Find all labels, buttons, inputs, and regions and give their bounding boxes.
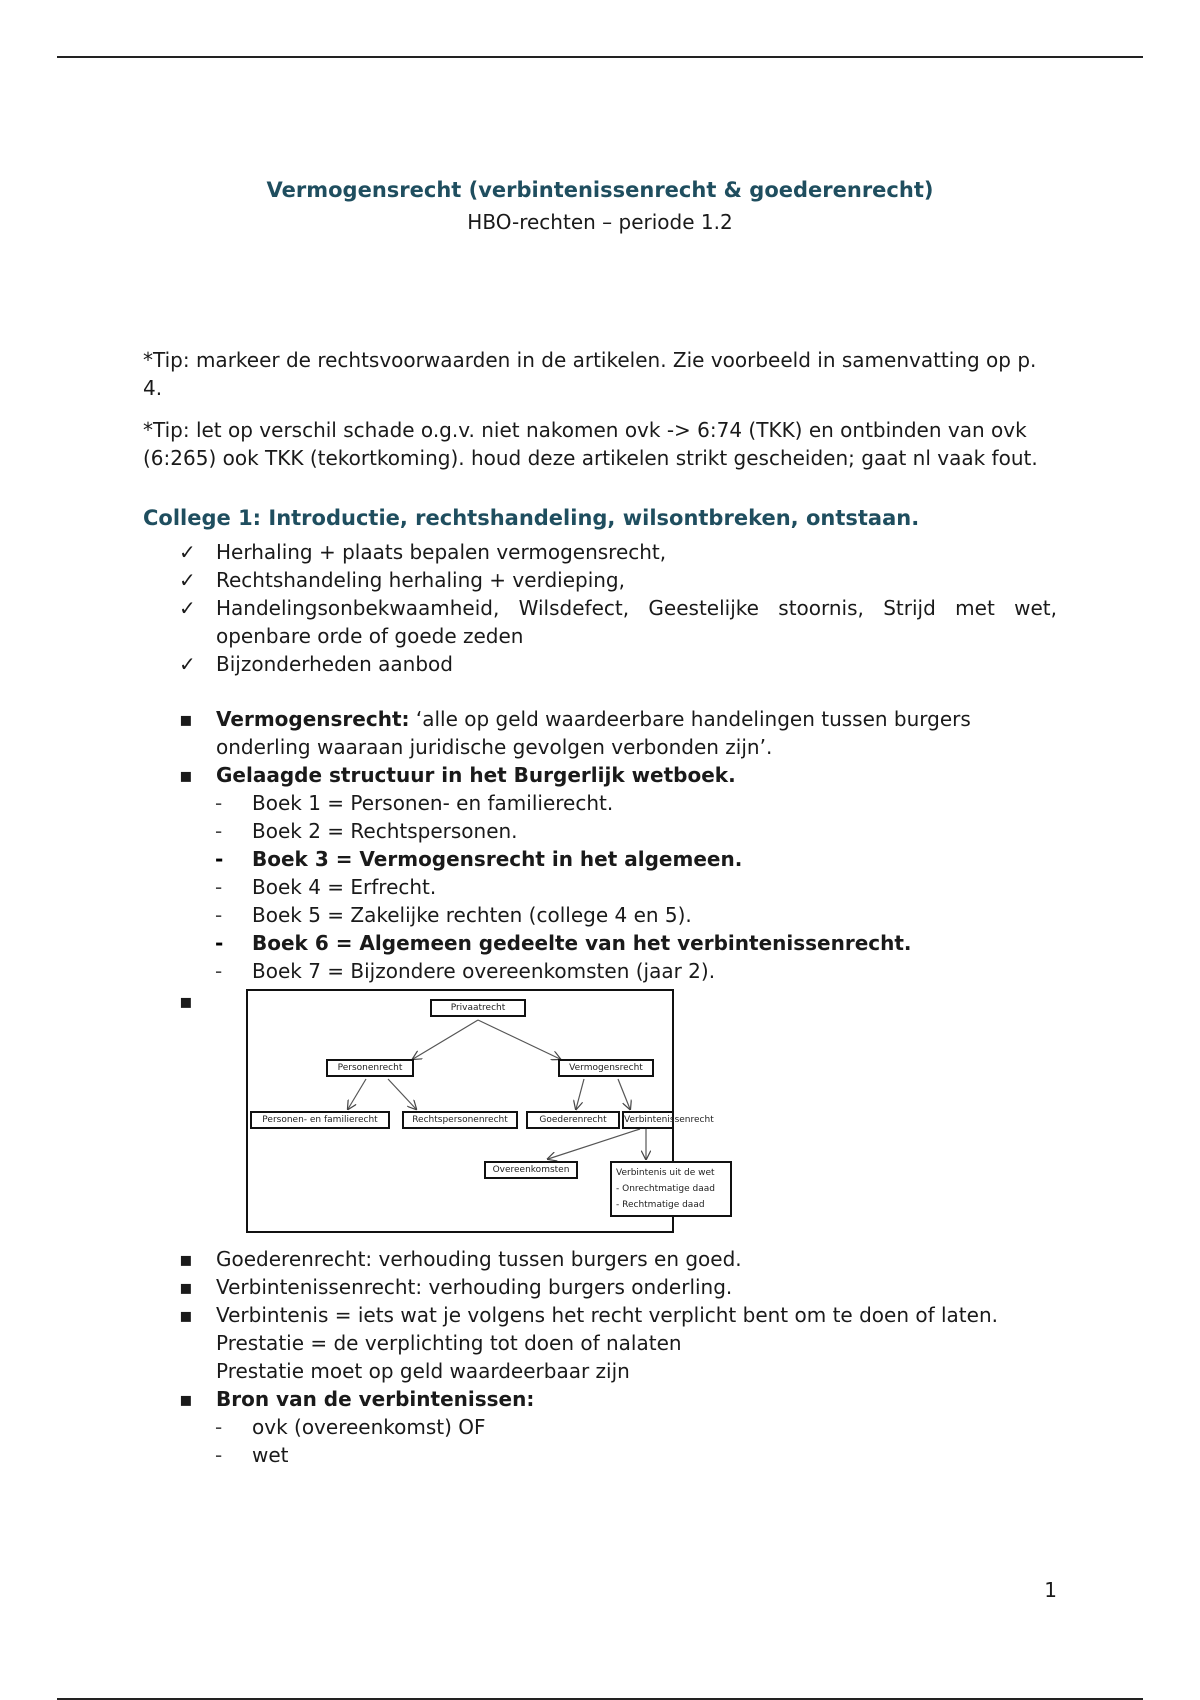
bullet-goederenrecht: ▪ Goederenrecht: verhouding tussen burgers en goed. [179,1247,742,1271]
boek-item: - Boek 3 = Vermogensrecht in het algemeen. [215,847,743,871]
dash-bullet-icon: - [215,1415,223,1439]
page-number: 1 [1044,1578,1057,1602]
connector-line [548,1129,640,1159]
diagram-row [143,989,1057,1245]
bron-item: - ovk (overeenkomst) OF [215,1415,486,1439]
diagram-node-verbintenissenrecht: Verbintenissenrecht [622,1111,674,1129]
connector-line [413,1020,478,1059]
square-bullet-icon: ▪ [179,707,193,731]
boek-item: - Boek 4 = Erfrecht. [215,875,437,899]
boek-item: - Boek 7 = Bijzondere overeenkomsten (jaar 2). [215,959,716,983]
diagram-node-overeenkomsten: Overeenkomsten [484,1161,578,1179]
header-rule [57,56,1143,58]
checkmark-icon: ✓ [179,596,196,620]
college-1-heading: College 1: Introductie, rechtshandeling, wilsontbreken, ontstaan. [143,506,920,530]
bullet-verbintenissenrecht: ▪ Verbintenissenrecht: verhouding burgers onderling. [179,1275,733,1299]
document-title: Vermogensrecht (verbintenissenrecht & goederenrecht) [266,178,934,202]
connector-line [348,1079,366,1109]
document-body [143,346,1057,1469]
boek-item: - Boek 1 = Personen- en familierecht. [215,791,614,815]
connector-line [618,1079,630,1109]
dash-bullet-icon: - [215,875,223,899]
connector-line [388,1079,416,1109]
diagram-node-verbintenis-uit-de-wet: Verbintenis uit de wet - Onrechtmatige daad - Rechtmatige daad [610,1161,732,1217]
dash-bullet-icon: - [215,931,224,955]
tip-paragraph-1: *Tip: markeer de rechtsvoorwaarden in de artikelen. Zie voorbeeld in samenvatting op p. 4. [143,348,1037,400]
checklist-item: ✓ Rechtshandeling herhaling + verdieping, [179,568,625,592]
dash-bullet-icon: - [215,819,223,843]
square-bullet-icon: ▪ [179,763,193,787]
boek-item: - Boek 5 = Zakelijke rechten (college 4 en 5). [215,903,692,927]
privaatrecht-diagram [246,989,715,1233]
square-bullet-icon: ▪ [179,1303,193,1327]
connector-line [478,1020,560,1059]
diagram-node-goederenrecht: Goederenrecht [526,1111,620,1129]
bron-item: - wet [215,1443,289,1467]
boek-item: - Boek 6 = Algemeen gedeelte van het verbintenissenrecht. [215,931,912,955]
title-block [0,178,1200,234]
diagram-node-rechtspersonenrecht: Rechtspersonenrecht [402,1111,518,1129]
diagram-node-personenrecht: Personenrecht [326,1059,414,1077]
prestatie-line: Prestatie moet op geld waardeerbaar zijn [216,1359,630,1383]
dash-bullet-icon: - [215,903,223,927]
checkmark-icon: ✓ [179,652,196,676]
boek-item: - Boek 2 = Rechtspersonen. [215,819,518,843]
checkmark-icon: ✓ [179,540,196,564]
dash-bullet-icon: - [215,847,224,871]
checkmark-icon: ✓ [179,568,196,592]
checklist-item: ✓ Herhaling + plaats bepalen vermogensrecht, [179,540,667,564]
bullet-verbintenis: ▪ Verbintenis = iets wat je volgens het recht verplicht bent om te doen of laten. [179,1303,998,1327]
dash-bullet-icon: - [215,959,223,983]
connector-line [576,1079,584,1109]
structure-heading: ▪ Gelaagde structuur in het Burgerlijk wetboek. [179,763,736,787]
diagram-node-vermogensrecht: Vermogensrecht [558,1059,654,1077]
square-bullet-icon: ▪ [179,1275,193,1299]
square-bullet-icon: ▪ [179,1387,193,1411]
dash-bullet-icon: - [215,1443,223,1467]
square-bullet-icon: ▪ [179,1247,193,1271]
prestatie-line: Prestatie = de verplichting tot doen of nalaten [216,1331,682,1355]
tip-paragraph-2: *Tip: let op verschil schade o.g.v. niet nakomen ovk -> 6:74 (TKK) en ontbinden van ovk (6:265) ook TKK (tekortkoming). houd deze artikelen strikt gescheiden; gaat nl vaak fout. [143,418,1038,470]
diagram-node-personen-familierecht: Personen- en familierecht [250,1111,390,1129]
document-subtitle: HBO-rechten – periode 1.2 [467,210,733,234]
diagram-node-privaatrecht: Privaatrecht [430,999,526,1017]
definition-vermogensrecht: ▪ Vermogensrecht: ‘alle op geld waardeerbare handelingen tussen burgers onderling waaraan juridische gevolgen verbonden zijn’. [179,707,971,759]
checklist-item: ✓ Handelingsonbekwaamheid, Wilsdefect, Geestelijke stoornis, Strijd met wet, openbare orde of goede zeden [179,596,1057,648]
checklist-item: ✓ Bijzonderheden aanbod [179,652,453,676]
square-bullet-icon: ▪ [179,989,193,1013]
dash-bullet-icon: - [215,791,223,815]
bron-heading: ▪ Bron van de verbintenissen: [179,1387,535,1411]
